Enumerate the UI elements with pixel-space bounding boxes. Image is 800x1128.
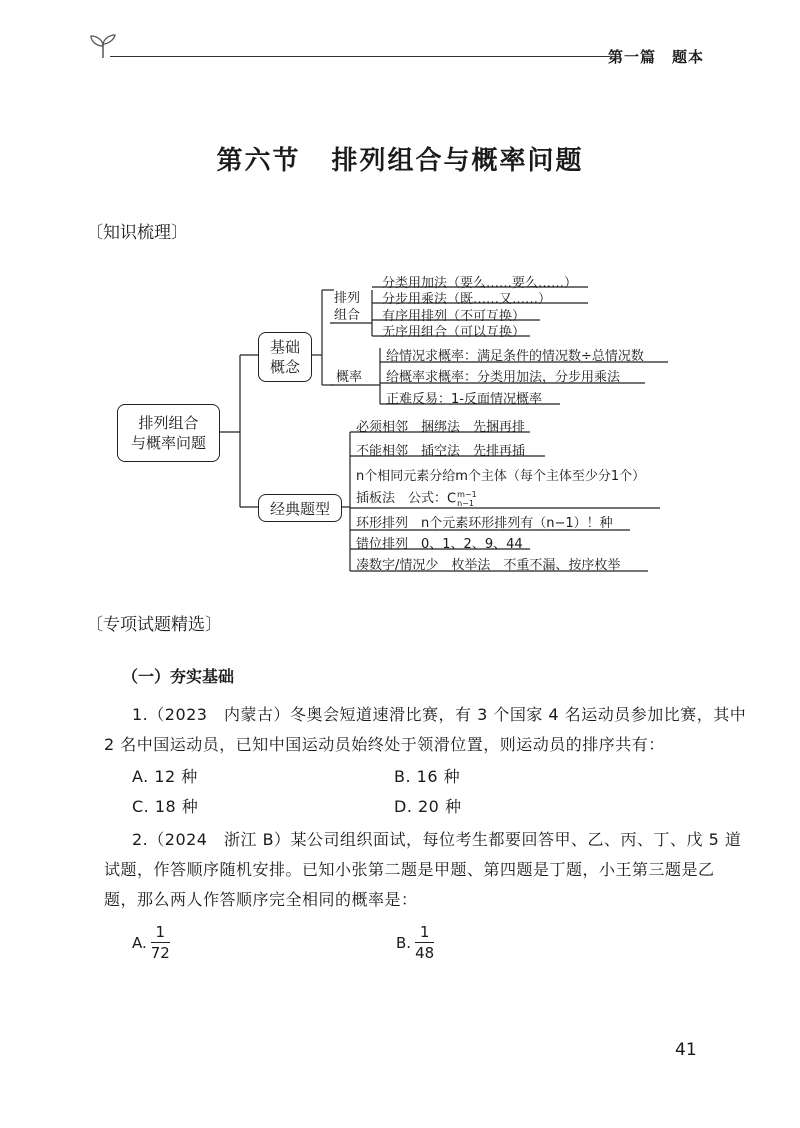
question-2-line-2: 试题，作答顺序随机安排。已知小张第二题是甲题、第四题是丁题，小王第三题是乙 — [104, 860, 715, 879]
question-1-line-1: 1.（2023 内蒙古）冬奥会短道速滑比赛，有 3 个国家 4 名运动员参加比赛，其中 — [132, 705, 747, 724]
classic-item: n个相同元素分给m个主体（每个主体至少分1个） — [356, 469, 646, 484]
fraction: $\frac{1}{72}$ — [150, 923, 170, 962]
question-1-line-2: 2 名中国运动员，已知中国运动员始终处于领滑位置，则运动员的排序共有： — [104, 735, 665, 754]
option-a: A. 12 种 — [132, 767, 198, 786]
option-c: C. 18 种 — [132, 797, 199, 816]
mindmap-root-node: 排列组合 与概率问题 — [117, 404, 220, 462]
perm-item: 有序用排列（不可互换） — [382, 309, 526, 324]
fraction: $\frac{1}{48}$ — [415, 923, 435, 962]
subsection-heading: （一）夯实基础 — [122, 667, 235, 686]
title-name: 排列组合与概率问题 — [331, 146, 584, 176]
mindmap-probability-label: 概率 — [336, 370, 363, 385]
classic-item: 环形排列 n个元素环形排列有（n−1）！种 — [356, 516, 613, 531]
practice-heading-text: 专项试题精选 — [103, 615, 205, 635]
classic-item-divider-method: 插板法 公式：C m−1 n−1 — [356, 489, 477, 508]
classic-item: 必须相邻 捆绑法 先捆再排 — [356, 420, 526, 435]
mindmap-classic-types-node: 经典题型 — [258, 494, 342, 522]
question-2-line-3: 题，那么两人作答顺序完全相同的概率是： — [104, 890, 418, 909]
classic-item: 错位排列 0、1、2、9、44 — [356, 537, 523, 552]
prob-item: 给概率求概率：分类用加法，分步用乘法 — [386, 370, 621, 385]
combination-formula: C m−1 n−1 — [447, 489, 477, 508]
option-d: D. 20 种 — [394, 797, 462, 816]
classic-item: 不能相邻 插空法 先排再插 — [356, 444, 526, 459]
prob-item: 正难反易：1-反面情况概率 — [386, 392, 542, 407]
perm-item: 分步用乘法（既……又……） — [382, 292, 552, 307]
section-label: 第一篇 题本 — [608, 48, 705, 66]
title-section-number: 第六节 — [216, 146, 301, 176]
question-2-line-1: 2.（2024 浙江 B）某公司组织面试，每位考生都要回答甲、乙、丙、丁、戊 5 道 — [132, 830, 742, 849]
mindmap-basic-concepts-node: 基础 概念 — [258, 332, 312, 382]
page-number: 41 — [675, 1040, 697, 1060]
option-a: A. $\frac{1}{72}$ — [132, 923, 170, 962]
option-b: B. 16 种 — [394, 767, 461, 786]
option-b: B. $\frac{1}{48}$ — [396, 923, 435, 962]
prob-item: 给情况求概率：满足条件的情况数÷总情况数 — [386, 349, 644, 364]
mindmap-perm-comb-label: 排列 组合 — [334, 291, 361, 323]
practice-heading: 〔专项试题精选〕 — [86, 615, 222, 635]
knowledge-heading: 〔知识梳理〕 — [86, 223, 188, 243]
classic-item: 凑数字/情况少 枚举法 不重不漏、按序枚举 — [356, 558, 621, 573]
knowledge-heading-text: 知识梳理 — [103, 223, 171, 243]
perm-item: 无序用组合（可以互换） — [382, 325, 526, 340]
perm-item: 分类用加法（要么……要么……） — [382, 276, 578, 291]
